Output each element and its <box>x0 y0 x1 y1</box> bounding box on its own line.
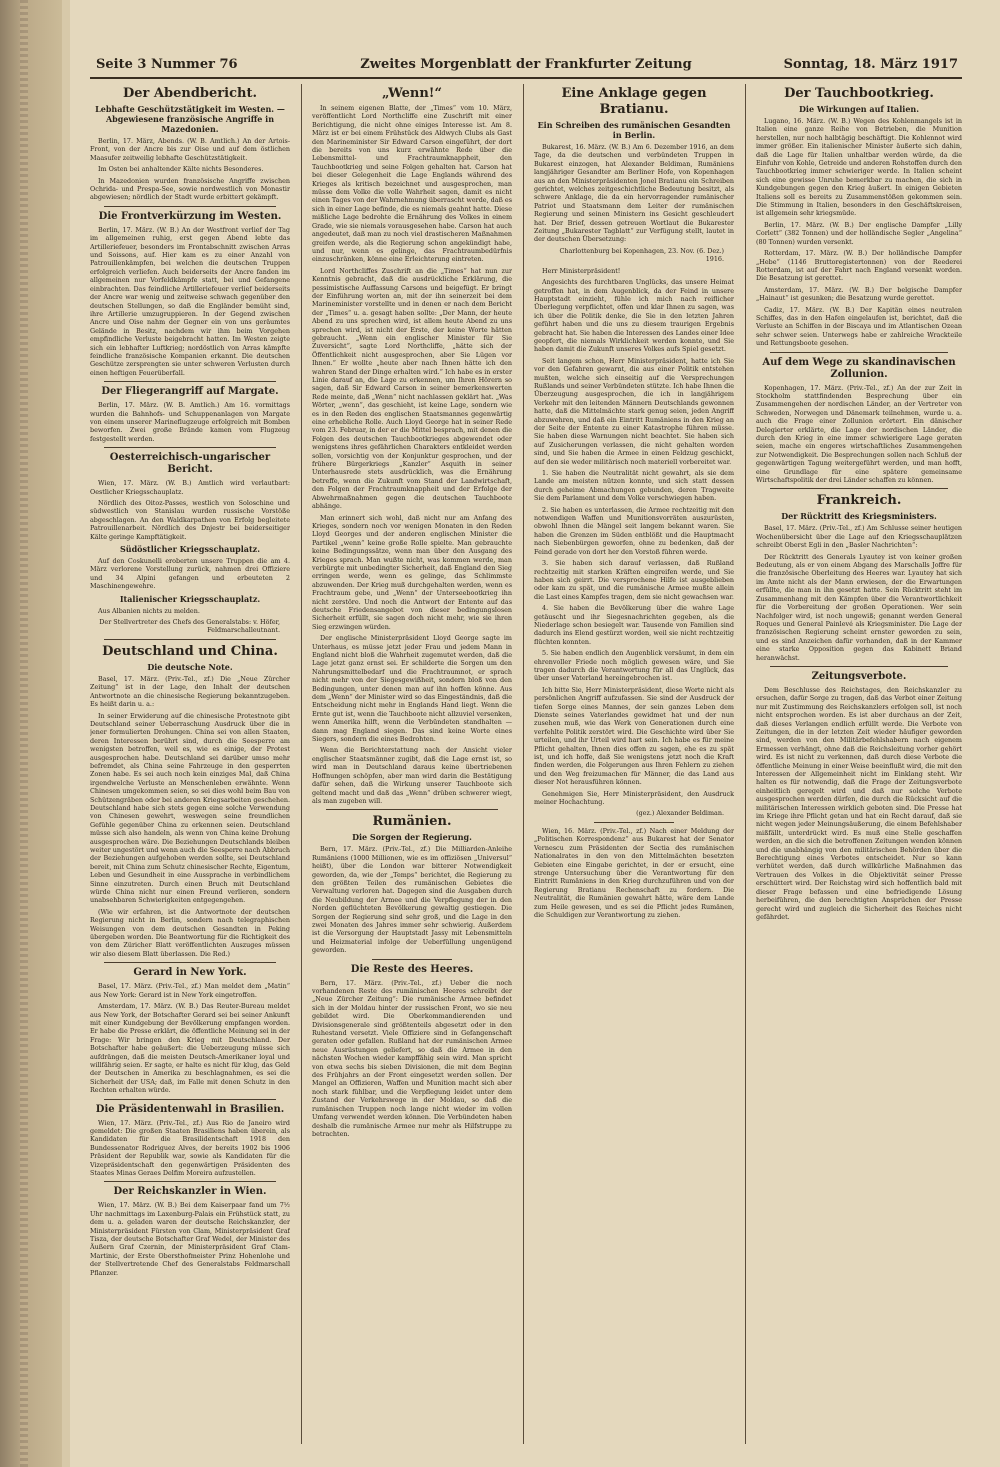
divider <box>104 1099 276 1100</box>
divider <box>594 822 674 823</box>
article-heading: Der Abendbericht. <box>123 86 257 101</box>
article-paragraph: In seiner Erwiderung auf die chinesische Protestnote gibt Deutschland seiner Ueberraschung Ausdruck über die in jener formulierten Drohungen. China sei von allen Staaten, deren Interessen berührt sind, durch die Seesperre am wenigsten betroffen, weil es, wie es einige, der Protest ausgesprochen habe. Deutschland sei darüber umso mehr befremdet, als China seine Fahrzeuge in den gesperrten Zonen habe. Es sei auch noch kein einziges Mal, daß China irgendwelche Verluste an Menschenleben erwähnte. Wenn Chinesen umgekommen seien, so sei dies wohl beim Bau von Schützengräben oder bei anderen Kriegsarbeiten geschehen. Deutschland habe sich stets gegen eine solche Verwendung von Chinesen gewehrt, weswegen seine freundlichen Gefühle gegenüber China zu erkennen seien. Deutschland müsse sich also handeln, als wenn von China keine Drohung ausgesprochen wäre. Die Beziehungen Deutschlands bleiben weiter ungestört und wenn auch die Seesperre nach Abbruch der Beziehungen aufgehoben werden sollte, sei Deutschland bereit, mit China zum Schutz chinesischer Rechte, Eigentum, Leben und Gesundheit in eine Aussprache in verbindlichem Sinne einzutreten. Durch einen Bruch mit Deutschland würde China nicht nur einen Freund verlieren, sondern unabsehbaren Schwierigkeiten entgegengehen. <box>90 711 290 905</box>
article-subheading: Die deutsche Note. <box>147 661 233 672</box>
masthead <box>90 55 962 79</box>
article-paragraph: 1. Sie haben die Neutralität nicht gewahrt, als sie dem Lande am meisten nützen konnte, und sich statt dessen durch geheime Abmachungen gebunden, deren Tragweite Sie dem Parlament und dem Volke verschwiegen haben. <box>534 469 734 503</box>
article-paragraph: Seit langem schon, Herr Ministerpräsident, hatte ich Sie vor den Gefahren gewarnt, die aus einer Politik entstehen mußten, welche sich einseitig auf die Versprechungen Rußlands und seiner Verbündeten stützte. Ich habe Ihnen die Überzeugung ausgesprochen, die ich in langjährigem Verkehr mit den leitenden Männern Deutschlands gewonnen hatte, daß die Mittelmächte stark genug seien, jeden Angriff abzuwehren, und daß ein Eintritt Rumäniens in den Krieg an der Seite der Entente zu einer Katastrophe führen müsse. Sie haben diese Warnungen nicht beachtet. Sie haben sich auf Zusicherungen verlassen, die nicht gehalten worden sind, und Sie haben die Armee in einen Feldzug geschickt, auf den sie weder militärisch noch materiell vorbereitet war. <box>534 356 734 466</box>
divider <box>104 962 276 963</box>
article-paragraph: Man erinnert sich wohl, daß nicht nur am Anfang des Krieges, sondern noch vor wenigen Monaten in den Reden Lloyd Georges und der anderen englischen Minister die Partikel „wenn“ keine große Rolle spielte. Man gebrauchte keine Bedingungssätze, wenn man über den Ausgang des Krieges sprach. Man wußte nicht, was kommen werde, man verbürgte mit unbedingter Sicherheit, daß England den Sieg erringen werde, wenn es gelinge, das Schlimmste abzuwenden. Der Krieg muß durchgehalten werden, wenn es Frachtraum gebe, und „Wenn“ der Unterseebootkrieg ihn nicht zerstöre. Und noch die Antwort der Entente auf das deutsche Friedensangebot von dieser bedingungslosen Sicherheit erfüllt, sie sagen doch nicht mehr, wie sie ihren Sieg erzwingen würden. <box>312 513 512 631</box>
divider <box>770 666 948 667</box>
article-paragraph: Amsterdam, 17. März. (W. B.) Das Reuter-Bureau meldet aus New York, der Botschafter Gerard sei bei seiner Ankunft mit einer Kundgebung der Bevölkerung empfangen worden. Er habe die Presse erklärt, die öffentliche Meinung sei in der Frage: Wir bringen den Krieg mit Deutschland. Der Botschafter habe geäußert: die Ueberzeugung müsse sich aufdrängen, daß die meisten Deutsch-Amerikaner loyal und willfährig seien. Er sagte, er halte es nicht für klug, das Geld der Deutschen in Amerika zu beschlagnahmen, es sei die Sicherheit der USA; daß, im Falle mit denen Schutz in den Rechten erhalten würde. <box>90 1002 290 1095</box>
article-paragraph: Wien, 17. März. (Priv.-Tel., zf.) Aus Rio de Janeiro wird gemeldet: Die großen Staaten Brasiliens haben überein, als Kandidaten für die Brasilidentschaft 1918 den Bundessenator Rodriguez Alves, der bereits 1902 bis 1906 Präsident der Republik war, sowie als Kandidaten für die Vizepräsidentschaft den gegenwärtigen Präsidenten des Staates Minas Geraes Delfim Moreira aufzustellen. <box>90 1118 290 1177</box>
article-paragraph: Basel, 17. März. (Priv.-Tel., zf.) Die „Neue Zürcher Zeitung“ ist in der Lage, den Inhalt der deutschen Antwortnote an die chinesische Regierung bekanntzugeben. Es heißt darin u. a.: <box>90 674 290 709</box>
article-paragraph: Wien, 16. März. (Priv.-Tel., zf.) Nach einer Meldung der „Politischen Korrespondenz“ aus Bukarest hat der Senator Vernescu zum Präsidenten der Sectia des rumänischen Nationalrates in den von den Mittelmächten besetzten Gebieten eine Eingabe gerichtet, in der er ersucht, eine strenge Untersuchung über die Verantwortung für den Eintritt Rumäniens in den Krieg durchzuführen und von der Regierung Bratianu Rechenschaft zu fordern. Die Neutralität, die Rumänien gewahrt hätte, wäre dem Lande zum Heile gewesen, und es sei die Pflicht jedes Rumänen, die Schuldigen zur Verantwortung zu ziehen. <box>534 826 734 919</box>
divider <box>326 809 498 810</box>
article-paragraph: Basel, 17. März. (Priv.-Tel., zf.) Am Schlusse seiner heutigen Wochenübersicht über die Lage auf den Kriegsschauplätzen schreibt Oberst Egli in den „Basler Nachrichten“: <box>756 524 962 550</box>
article-paragraph: Ich bitte Sie, Herr Ministerpräsident, diese Worte nicht als persönlichen Angriff aufzufassen. Sie sind der Ausdruck der tiefen Sorge eines Mannes, der sein ganzes Leben dem Dienste seines Vaterlandes gewidmet hat und der nun zusehen muß, wie das Werk von Generationen durch eine verfehlte Politik zerstört wird. Die Geschichte wird über Sie urteilen, und ihr Urteil wird hart sein. Ich habe es für meine Pflicht gehalten, Ihnen dies offen zu sagen, ehe es zu spät ist, und ich hoffe, daß Sie wenigstens jetzt noch die Kraft finden werden, die Folgerungen aus Ihren Fehlern zu ziehen und den Weg freizumachen für Männer, die das Land aus dieser Not herausführen können. <box>534 685 734 787</box>
article-heading: Gerard in New York. <box>133 967 247 979</box>
article-heading: „Wenn!“ <box>382 86 442 101</box>
article-heading: Auf dem Wege zu skandinavischen Zollunion. <box>762 356 956 380</box>
article-paragraph: Auf den Coskunelli eroberten unsere Truppen die am 4. März verlorene Vorstellung zurück, nahmen drei Offiziere und 34 Alpini gefangen und erbeuteten 2 Maschinengewehre. <box>90 557 290 591</box>
letter-dateline: Charlottenburg bei Kopenhagen, 23. Nov. (6. Dez.) 1916. <box>559 246 724 264</box>
article-paragraph: Bern, 17. März. (Priv.-Tel., zf.) Ueber die noch vorhandenen Reste des rumänischen Heeres schreibt der „Neue Zürcher Zeitung“: Die rumänische Armee befindet sich in der Moldau hinter der russischen Front, wo sie neu gebildet wird. Die Oberkommandierenden und Divisionsgenerale sind größtenteils abgesetzt oder in den Ruhestand versetzt. Viele Offiziere sind in Gefangenschaft geraten oder gefallen. Rußland hat der rumänischen Armee neue Ausrüstungen geliefert, so daß die Armee in den nächsten Wochen wieder kampffähig sein wird. Man spricht von etwa sechs bis sieben Divisionen, die mit dem Beginn des Frühjahrs an der Front eingesetzt werden sollen. Der Mangel an Offizieren, Waffen und Munition macht sich aber noch stark fühlbar, und die Verpflegung leidet unter dem Zustand der Verkehrswege in der Moldau, so daß die rumänischen Truppen noch lange nicht wieder im vollen Umfang verwendet werden können. Die Verbündeten haben deshalb die rumänische Armee nur mehr als Hilfstruppe zu betrachten. <box>312 978 512 1138</box>
article-subheading: Der Rücktritt des Kriegsministers. <box>781 511 937 522</box>
article-paragraph: Der Rücktritt des Generals Lyautey ist von keiner großen Bedeutung, als er von einem Abgang des Marschalls Joffre für die französische Oberleitung des Heeres war. Lyautey hat sich im Amte nicht als der Mann erwiesen, der die Erwartungen erfüllte, die man in ihn gesetzt hatte. Sein Rücktritt steht im Zusammenhang mit den Kämpfen über die Verantwortlichkeit für die Vorbereitung der großen Operationen. Wer sein Nachfolger wird, ist noch ungewiß; genannt werden General Roques und General Painlevé als Kriegsminister. Die Lage der französischen Regierung scheint ernster geworden zu sein, und es sind Anzeichen dafür vorhanden, daß in der Kammer eine starke Opposition gegen das Kabinett Briand heranwächst. <box>756 552 962 662</box>
article-paragraph: Bern, 17. März. (Priv.-Tel., zf.) Die Milliarden-Anleihe Rumäniens (1000 Millionen, wie es im offiziösen „Universul“ heißt), über die London war bitterer Notwendigkeit geworden, da, wie der „Temps“ berichtet, die Regierung zu den größten Teilen des rumänischen Gebietes die Verwaltung verloren hat. Dagegen sind die Ausgaben durch die Neubildung der Armee und die Verpflegung der in den Norden geflüchteten Bevölkerung gewaltig gestiegen. Die Sorgen der Regierung sind sehr groß, und die Lage in den zwei Monaten des Jahres immer sehr schwierig. Außerdem ist die Versorgung der Hauptstadt Jassy mit Lebensmitteln und Heizmaterial infolge der Ueberfüllung ungenügend geworden. <box>312 845 512 955</box>
newspaper-title: Zweites Morgenblatt der Frankfurter Zeitung <box>360 57 692 72</box>
article-heading: Der Tauchbootkrieg. <box>784 86 934 101</box>
letter-signature: (gez.) Alexander Beldiman. <box>636 809 724 818</box>
article-paragraph: Basel, 17. März. (Priv.-Tel., zf.) Man meldet dem „Matin“ aus New York: Gerard ist in New York eingetroffen. <box>90 982 290 999</box>
article-paragraph: Berlin, 17. März, Abends. (W. B. Amtlich.) An der Artois-Front, von der Ancre bis zur Oise und auf dem östlichen Maasufer zeitweilig lebhafte Geschützstätigkeit. <box>90 137 290 162</box>
article-paragraph: Im Osten bei anhaltender Kälte nichts Besonderes. <box>98 165 264 174</box>
section-label: Südöstlicher Kriegsschauplatz. <box>119 544 260 555</box>
article-heading: Eine Anklage gegen Bratianu. <box>561 86 707 117</box>
article-paragraph: Rotterdam, 17. März. (W. B.) Der holländische Dampfer „Hebe“ (1146 Bruttoregistertonnen) von der Reederei Rotterdam, ist auf der Fahrt nach England versenkt worden. Die Besatzung ist gerettet. <box>756 249 962 283</box>
divider <box>770 352 948 353</box>
article-paragraph: Der englische Ministerpräsident Lloyd George sagte im Unterhaus, es müsse jetzt jeder Frau und jedem Mann in England nicht bloß die Wahrheit zugemutet werden, daß die Lage jetzt ganz ernst sei. Er schilderte die Sorgen um den Nahrungsmittelbedarf und die Frachtraumnot, er sprach nicht mehr von der Siegesgewißheit, sondern bloß von den Bedingungen, unter denen man auf ihn hoffen könne. Aus dem „Wenn“ der Minister wird so das Eingeständnis, daß die Entscheidung nicht mehr in Englands Hand liegt. Wenn die Ernte gut ist, wenn die Tauchboote nicht allzuviel versenken, wenn Amerika hilft, wenn die Verbündeten standhalten — dann mag England siegen. Das sind keine Worte eines Siegers, sondern die eines Bedrohten. <box>312 634 512 744</box>
article-heading: Deutschland und China. <box>102 643 278 659</box>
article-paragraph: 5. Sie haben endlich den Augenblick versäumt, in dem ein ehrenvoller Friede noch möglich gewesen wäre, und Sie tragen dadurch die Verantwortung für all das Unglück, das über unser Vaterland hereingebrochen ist. <box>534 649 734 683</box>
article-paragraph: In Mazedonien wurden französische Angriffe zwischen Ochrida- und Prespa-See, sowie nordwestlich von Monastir abgewiesen; nördlich der Stadt wurde erbittert gekämpft. <box>90 176 290 202</box>
page-number: Seite 3 Nummer 76 <box>96 57 238 72</box>
divider <box>104 381 276 382</box>
column-3 <box>534 84 734 1444</box>
article-paragraph: 3. Sie haben sich darauf verlassen, daß Rußland rechtzeitig mit starken Kräften eingreifen werde, und Sie haben sich geirrt. Die versprochene Hilfe ist ausgeblieben oder kam zu spät, und die rumänische Armee mußte allein die Last eines Kampfes tragen, dem sie nicht gewachsen war. <box>534 559 734 601</box>
column-4 <box>756 84 962 1444</box>
article-subheading: Ein Schreiben des rumänischen Gesandten in Berlin. <box>537 120 731 140</box>
article-paragraph: Genehmigen Sie, Herr Ministerpräsident, den Ausdruck meiner Hochachtung. <box>534 789 734 807</box>
book-binding <box>0 0 62 1467</box>
article-paragraph: Berlin, 17. März. (W. B.) An der Westfront verlief der Tag im allgemeinen ruhig, erst gegen Abend lebte das Artilleriefeuer, besonders im Frontabschnitt zwischen Arras und Soissons, auf. Hier kam es zu einer Anzahl von Patrouillenkämpfen, bei welchen die deutschen Truppen erfolgreich verliefen. Auch beiderseits der Ancre fanden im allgemeinen nur Vorfeldkämpfe statt, bei und Gefangene einbrachten. Das feindliche Artilleriefeuer verlief beiderseits der Ancre war wenig und zeitweise schwach gegenüber den deutschen Stellungen, so daß die Engländer bemüht sind, ihre Artillerie umzugruppieren. In der Gegend zwischen Ancre und Oise nahm der Gegner ein von uns geräumtes Gelände in Besitz, nachdem wir ihm beim Vorgehen empfindliche Verluste beigebracht hatten. Im Westen zeigte sich ein lebhafter Luftkrieg; nordöstlich von Arras kämpfte feindliche französische Kompanien erkannt. Die deutschen Geschütze zersprengten sie unter schweren Verlusten durch einen heftigen Feuerüberfall. <box>90 225 290 377</box>
article-heading: Die Reste des Heeres. <box>350 963 474 975</box>
article-heading: Zeitungsverbote. <box>811 670 907 682</box>
article-paragraph: In seinem eigenen Blatte, der „Times“ vom 10. März, veröffentlicht Lord Northcliffe eine Zuschrift mit einer Berichtigung, die nicht ohne einiges Interesse ist. Am 8. März ist er bei einem Frühstück des Aldwych Clubs als Gast den Marineminister Sir Edward Carson eingeführt, der dort die bereits von uns kurz erwähnte Rede über die Lebensmittel- und Frachtraumknappheit, den Tauchbootkrieg und seine Folgen gehalten hat. Carson hat bei dieser Gelegenheit die Lage Englands während des Krieges als kritisch bezeichnet und ausgesprochen, man müsse dem Volke die volle Wahrheit sagen, damit es nicht einen Tages von der Wahrnehmung überrascht werde, daß es sich in einer Lage befinde, die es niemals geahnt hatte. Diese mißliche Lage bedrohte die Ernährung des Volkes in einem Grade, wie sie niemals vorausgesehen habe. Carson hat auch angedeutet, daß man zu noch viel drastischeren Maßnahmen greifen werde, als die Regierung schon angekündigt habe, und nur, wenn es gelinge, das Frachtraumbedürfnis einzuschränken, könne eine Erleichterung eintreten. <box>312 104 512 264</box>
article-paragraph: Angesichts des furchtbaren Unglücks, das unsere Heimat getroffen hat, in dem Augenblick, da der Feind in unsere Hauptstadt einzieht, fühle ich mich nach reiflicher Überlegung verpflichtet, offen und klar Ihnen zu sagen, was ich über die Politik denke, die Sie in den letzten Jahren geführt haben und die uns zu diesem traurigen Ergebnis gebracht hat. Sie haben die Interessen des Landes einer Idee geopfert, die niemals Wirklichkeit werden konnte, und Sie haben damit die Zukunft unseres Volkes aufs Spiel gesetzt. <box>534 278 734 354</box>
divider <box>104 206 276 207</box>
article-paragraph: Kopenhagen, 17. März. (Priv.-Tel., zf.) An der zur Zeit in Stockholm stattfindenden Besprechung über ein Zusammengehen der nordischen Länder, an der Vertreter von Schweden, Norwegen und Dänemark teilnehmen, wurde u. a. auch die Frage einer Zollunion erörtert. Ein dänischer Delegierter erklärte, die Lage der nordischen Länder, die durch den Krieg in eine immer schwierigere Lage geraten seien, mache ein engeres wirtschaftliches Zusammengehen zur Notwendigkeit. Die Besprechungen sollen nach Schluß der gegenwärtigen Tagung weitergeführt werden, und man hofft, eine Grundlage für eine spätere gemeinsame Wirtschaftspolitik der drei Länder schaffen zu können. <box>756 383 962 485</box>
article-paragraph: 2. Sie haben es unterlassen, die Armee rechtzeitig mit den notwendigen Waffen und Munitionsvorräten auszurüsten, obwohl Ihnen die Mängel seit langem bekannt waren. Sie haben die Grenzen im Süden entblößt und die Hauptmacht nach Siebenbürgen geworfen, ohne zu bedenken, daß der Feind gerade von dort her den Vorstoß führen werde. <box>534 505 734 556</box>
article-heading: Die Präsidentenwahl in Brasilien. <box>95 1103 285 1115</box>
column-1 <box>90 84 290 1444</box>
article-paragraph: Lugano, 16. März. (W. B.) Wegen des Kohlenmangels ist in Italien eine ganze Reihe von Betrieben, die Munition herstellen, nur noch halbtägig beschäftigt. Die Kohlennot wird immer größer. Ein italienischer Minister äußerte sich dahin, daß die Lage für Italien unhaltbar werden würde, da die Einfuhr von Kohle, Getreide und anderen Rohstoffen durch den Tauchbootkrieg immer schwieriger werde. In Italien scheint sich eine gewisse Unruhe bemerkbar zu machen, die sich in Kundgebungen gegen den Krieg äußert. In einigen Gebieten Italiens soll es bereits zu Zusammenstößen gekommen sein. Die Stimmung in Italien, besonders in den Geschäftskreisen, ist allgemein sehr kriegsmüde. <box>756 117 962 218</box>
article-heading: Rumänien. <box>372 814 452 830</box>
issue-date: Sonntag, 18. März 1917 <box>783 57 958 72</box>
divider <box>104 639 276 640</box>
divider <box>104 1181 276 1182</box>
article-heading: Der Fliegerangriff auf Margate. <box>101 386 279 398</box>
article-paragraph: Dem Beschlusse des Reichstages, den Reichskanzler zu ersuchen, dafür Sorge zu tragen, daß das Verbot einer Zeitung nur mit Zustimmung des Reichskanzlers erfolgen soll, ist noch nicht entsprochen worden. Es ist aber durchaus an der Zeit, daß dieses Verlangen endlich erfüllt werde. Die Verbote von Zeitungen, die in der letzten Zeit wieder häufiger geworden sind, werden von den Militärbefehlshabern nach eigenem Ermessen verhängt, ohne daß die Reichsleitung vorher gehört wird. Es ist nicht zu verkennen, daß durch diese Verbote die öffentliche Meinung in einer Weise beeinflußt wird, die mit den Interessen der Allgemeinheit nicht im Einklang steht. Wir halten es für notwendig, daß die Frage der Zeitungsverbote einheitlich geregelt wird und daß nur solche Verbote ausgesprochen werden dürfen, die durch die Rücksicht auf die militärischen Interessen wirklich geboten sind. Die Presse hat im Kriege ihre Pflicht getan und hat ein Recht darauf, daß sie nicht wegen jeder Meinungsäußerung, die einem Befehlshaber mißfällt, unterdrückt wird. Es muß eine Stelle geschaffen werden, an die sich die betroffenen Zeitungen wenden können und die unabhängig von den militärischen Behörden über die Berechtigung eines Verbotes entscheidet. Nur so kann verhütet werden, daß durch willkürliche Maßnahmen das Vertrauen des Volkes in die Objektivität seiner Presse erschüttert wird. Der Reichstag wird sich hoffentlich bald mit dieser Frage befassen und eine befriedigende Lösung herbeiführen, die den berechtigten Ansprüchen der Presse gerecht wird und zugleich die Sicherheit des Reiches nicht gefährdet. <box>756 685 962 921</box>
article-paragraph: Wien, 17. März. (W. B.) Bei dem Kaiserpaar fand um 7½ Uhr nachmittags im Laxenburg-Palais ein Frühstück statt, zu dem u. a. geladen waren der deutsche Reichskanzler, der Ministerpräsident Fürsten von Clam, Ministerpräsident Graf Tisza, der deutsche Botschafter Graf Wedel, der Minister des Äußern Graf Czernin, der Ministerpräsident Graf Clam-Martinic, der Erste Obersthofmeister Prinz Hohenlohe und der Stellvertretende Chef des Generalstabs Feldmarschall Pflanzer. <box>90 1201 290 1277</box>
column-2 <box>312 84 512 1444</box>
divider <box>770 488 948 489</box>
article-paragraph: Wien, 17. März. (W. B.) Amtlich wird verlautbart: Oestlicher Kriegsschauplatz. <box>90 479 290 496</box>
divider <box>104 447 276 448</box>
article-heading: Oesterreichisch-ungarischer Bericht. <box>109 452 271 476</box>
article-paragraph: Bukarest, 16. März. (W. B.) Am 6. Dezember 1916, an dem Tage, da die deutschen und verbündeten Truppen in Bukarest einzogen, hat Alexander Beldiman, Rumäniens langjähriger Gesandter am Berliner Hofe, von Kopenhagen aus an den Ministerpräsidenten Jonel Bratianu ein Schreiben gerichtet, welches zeitgeschichtliche Bedeutung besitzt, als schwere Anklage, die da ein hervorragender rumänischer Patriot und Staatsmann dem Leiter der rumänischen Regierung und seinen Ministern ins Gesicht geschleudert hat. Der Brief, dessen getreuen Wortlaut die Bukarester Zeitung „Bukarester Tagblatt“ zur Verfügung stellt, lautet in der deutschen Übersetzung: <box>534 143 734 244</box>
article-paragraph: Amsterdam, 17. März. (W. B.) Der belgische Dampfer „Hainaut“ ist gesunken; die Besatzung wurde gerettet. <box>756 285 962 303</box>
letter-salutation: Herr Ministerpräsident! <box>542 266 621 275</box>
section-label: Italienischer Kriegsschauplatz. <box>119 593 261 604</box>
article-paragraph: Aus Albanien nichts zu melden. <box>98 606 200 615</box>
article-subheading: Die Wirkungen auf Italien. <box>798 104 920 114</box>
article-paragraph: Nördlich des Oitoz-Passes, westlich von Soloschine und südwestlich von Stanislau wurden russische Vorstöße abgeschlagen. An den Waldkarpathen von Erfolg begleitete Patrouillenarbeit. Nördlich des Dnjestr bei beiderseitiger Kälte geringe Kampftätigkeit. <box>90 499 290 541</box>
divider <box>372 959 452 960</box>
article-subheading: Lebhafte Geschützstätigkeit im Westen. — Abgewiesene französische Angriffe in Mazedonien. <box>95 104 285 134</box>
article-paragraph: Cadiz, 17. März. (W. B.) Der Kapitän eines neutralen Schiffes, das in den Hafen eingelaufen ist, berichtet, daß die Verluste an Schiffen in der Biscaya und im Atlantischen Ozean sehr schwer seien. Unterwegs habe er zahlreiche Wrackteile und Rettungsboote gesehen. <box>756 305 962 348</box>
article-heading: Frankreich. <box>816 493 902 509</box>
article-paragraph: Berlin, 17. März. (W. B.) Der englische Dampfer „Lilly Corlett“ (382 Tonnen) und der holländische Segler „Angelina“ (80 Tonnen) wurden versenkt. <box>756 220 962 246</box>
article-paragraph: (Wie wir erfahren, ist die Antwortnote der deutschen Regierung nicht in Berlin, sondern nach telegraphischen Weisungen von dem deutschen Gesandten in Peking übergeben worden. Die Beantwortung für die Richtigkeit des von dem Züricher Blatt veröffentlichten Auszuges müssen wir also diesem Blatt überlassen. Die Red.) <box>90 907 290 958</box>
article-paragraph: Lord Northcliffes Zuschrift an die „Times“ hat nun zur Kenntnis gebracht, daß die ausdrückliche Erklärung, die pessimistische Auffassung Carsons und beigefügt. Er bringt der Einführung worten an, mit der ihn seinerzeit bei dem Marineminister vorstellte und in denen er nach dem Bericht der „Times“ u. a. gesagt haben sollte: „Der Mann, der heute Abend zu uns sprechen wird, ist allem heute Abend zu uns sprechen wird, ist nicht der Erste, der keine Worte hätten gebraucht. „Wenn ein englischer Minister für Sie Zuversicht“, sagte Lord Northcliffe, „hätte sich der Öffentlichkeit nicht ausgesprochen, aber Sie Lügen vor Ihnen.“ Er wollte „heute aber nach Ihnen hätte ich den wahren Stand der Dinge erhalten wird.“ Ich habe es in erster Linie darauf an, die Lage zu erkennen, um Ihren Hörern so sagen, daß Sir Edward Carson in seiner bemerkenswerten Rede meinte, daß „Wenn“ nicht nachlassen geklärt hat. „Was Wörter, „wenn“, das geschieht, ist keine Lage, sondern wie es in den Reden des englischen Staatsmannes gegenwärtig eine erhebliche Rolle. Auch Lloyd George hat in seiner Rede vom 23. Februar, in der er die Mittel besprach, mit denen die Folgen des deutschen Tauchbootkrieges abgewendet oder wenigstens ihres gefährlichen Charakters entkleidet werden sollen, vorsichtig von der Konjunktur gesprochen, und der frühere Bürgerkriegs „Kanzler“ Asquith in seiner Unterhausrede stets ausdrücklich, was die Ernährung betreffe, wenn die Zukunft vom Stand der Landwirtschaft, den Folgen der Frachtraumknappheit und der Erfolge der Abwehrmaßnahmen gegen die deutschen Tauchboote abhänge. <box>312 266 512 511</box>
article-heading: Der Reichskanzler in Wien. <box>113 1186 267 1198</box>
article-paragraph: Berlin, 17. März. (W. B. Amtlich.) Am 16. vormittags wurden die Bahnhofs- und Schuppenanlagen von Margate von einem unserer Marineflugzeuge erfolgreich mit Bomben beworfen. Zwei große Brände kamen vom Flugzeug festgestellt werden. <box>90 401 290 443</box>
columns <box>90 84 962 1444</box>
article-paragraph: Wenn die Berichterstattung nach der Ansicht vieler englischer Staatsmänner zugibt, daß die Lage ernst ist, so wird man in Deutschland daraus keine übertriebenen Hoffnungen schöpfen, aber man wird darin die Bestätigung dafür sehen, daß die Wirkung unserer Tauchboote sich geltend macht und daß das „Wenn“ drüben schwerer wiegt, als man zugeben will. <box>312 746 512 805</box>
article-heading: Die Frontverkürzung im Westen. <box>98 210 282 222</box>
article-signature: Der Stellvertreter des Chefs des Generalstabs: v. Höfer, Feldmarschalleutnant. <box>99 618 280 635</box>
article-paragraph: 4. Sie haben die Bevölkerung über die wahre Lage getäuscht und ihr Siegesnachrichten gegeben, als die Niederlage schon besiegelt war. Tausende von Familien sind dadurch ins Elend gestürzt worden, weil sie nicht rechtzeitig flüchten konnten. <box>534 604 734 646</box>
article-subheading: Die Sorgen der Regierung. <box>352 832 472 843</box>
